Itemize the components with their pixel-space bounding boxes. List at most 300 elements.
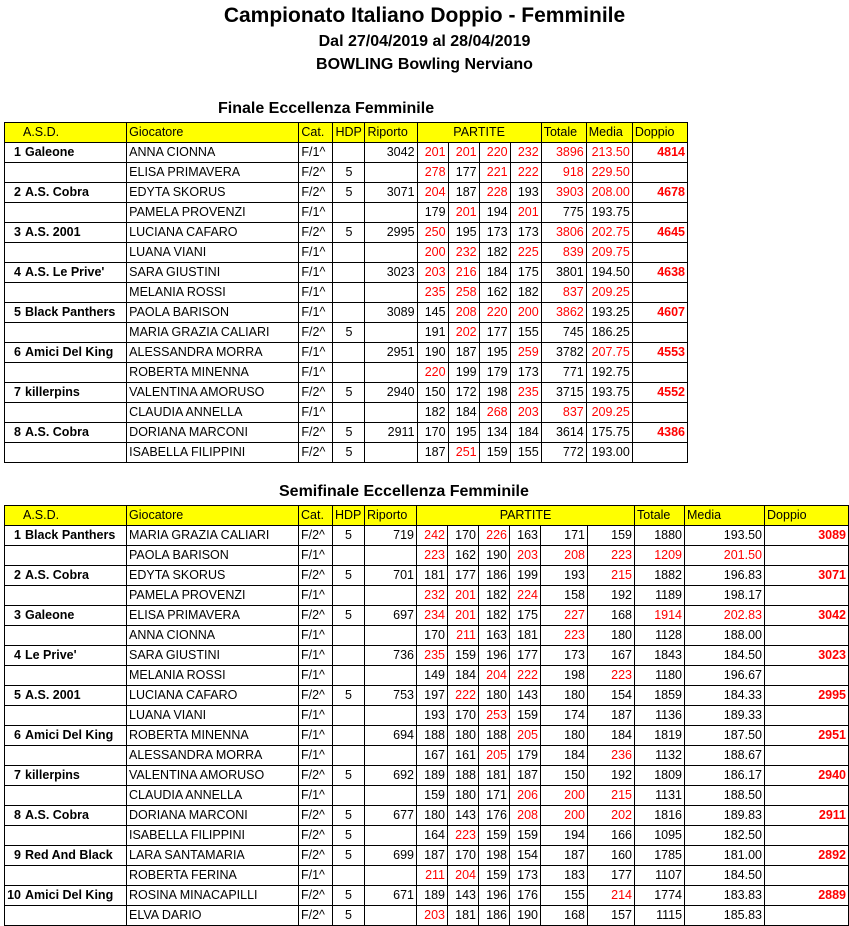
team-cell [5,243,127,263]
player-media: 188.50 [685,786,765,806]
game-score: 203 [510,403,541,423]
player-category: F/1^ [299,666,333,686]
player-category: F/1^ [299,243,333,263]
col-partite: PARTITE [417,123,541,143]
game-score: 196 [479,886,510,906]
player-category: F/2^ [299,606,333,626]
player-media: 175.75 [586,423,632,443]
team-rank: 5 [14,688,21,702]
game-score: 184 [510,423,541,443]
game-score: 149 [417,666,448,686]
event-dates: Dal 27/04/2019 al 28/04/2019 [318,33,531,50]
player-riporto: 2951 [365,343,417,363]
team-rank: 6 [14,345,21,359]
player-media: 193.50 [685,526,765,546]
player-media: 184.33 [685,686,765,706]
team-doppio: 4607 [632,303,687,323]
game-score: 180 [448,786,479,806]
team-cell [5,706,127,726]
team-rank: 8 [14,425,21,439]
game-score: 216 [448,263,479,283]
table-row [5,383,688,403]
player-riporto: 677 [365,806,417,826]
player-category: F/1^ [299,646,333,666]
team-name: Amici Del King [25,728,114,742]
team-rank: 3 [14,225,21,239]
game-score: 184 [479,263,510,283]
player-riporto [365,746,417,766]
player-category: F/2^ [299,766,333,786]
player-media: 189.33 [685,706,765,726]
player-media: 192.75 [586,363,632,383]
player-totale: 1785 [635,846,685,866]
player-riporto: 671 [365,886,417,906]
player-name: EDYTA SKORUS [127,183,299,203]
game-score: 200 [510,303,541,323]
game-score: 164 [417,826,448,846]
game-score: 167 [417,746,448,766]
game-score: 200 [417,243,448,263]
team-cell [5,526,127,546]
player-totale: 1095 [635,826,685,846]
game-score: 159 [448,646,479,666]
player-totale: 3903 [541,183,586,203]
col-player: Giocatore [127,123,299,143]
player-category: F/2^ [299,566,333,586]
team-cell [5,766,127,786]
col-doppio: Doppio [765,506,849,526]
game-score: 223 [417,546,448,566]
table-row [5,403,688,423]
game-score: 190 [510,906,541,926]
game-score: 143 [448,806,479,826]
game-score: 184 [541,746,588,766]
game-score: 159 [479,443,510,463]
player-name: LUCIANA CAFARO [127,223,299,243]
game-score: 201 [448,606,479,626]
col-totale: Totale [635,506,685,526]
game-score: 195 [479,343,510,363]
player-riporto: 3042 [365,143,417,163]
game-score: 203 [417,906,448,926]
game-score: 235 [417,646,448,666]
team-name: A.S. 2001 [25,688,81,702]
player-hdp [333,786,365,806]
game-score: 203 [510,546,541,566]
player-name: ALESSANDRA MORRA [127,746,299,766]
team-cell [5,826,127,846]
player-media: 188.00 [685,626,765,646]
player-category: F/1^ [299,343,333,363]
team-doppio [765,706,849,726]
game-score: 150 [541,766,588,786]
player-riporto: 3071 [365,183,417,203]
game-score: 235 [417,283,448,303]
team-rank: 2 [14,568,21,582]
game-score: 204 [417,183,448,203]
player-riporto: 2911 [365,423,417,443]
team-doppio: 4814 [632,143,687,163]
team-doppio [632,363,687,383]
team-cell [5,263,127,283]
game-score: 154 [588,686,635,706]
player-riporto [365,283,417,303]
game-score: 163 [479,626,510,646]
game-score: 222 [510,163,541,183]
player-category: F/1^ [299,203,333,223]
team-cell [5,303,127,323]
player-category: F/2^ [299,806,333,826]
team-doppio: 3089 [765,526,849,546]
game-score: 198 [541,666,588,686]
game-score: 259 [510,343,541,363]
table-row [5,826,849,846]
game-score: 190 [479,546,510,566]
game-score: 258 [448,283,479,303]
game-score: 168 [541,906,588,926]
table-row [5,646,849,666]
game-score: 224 [510,586,541,606]
game-score: 227 [541,606,588,626]
player-name: PAOLA BARISON [127,303,299,323]
table-row [5,423,688,443]
game-score: 184 [588,726,635,746]
game-score: 223 [448,826,479,846]
team-rank: 9 [14,848,21,862]
game-score: 201 [510,203,541,223]
game-score: 187 [448,343,479,363]
player-category: F/2^ [299,423,333,443]
player-category: F/2^ [299,183,333,203]
player-category: F/1^ [299,143,333,163]
table-row [5,666,849,686]
player-riporto: 2995 [365,223,417,243]
player-category: F/1^ [299,403,333,423]
player-hdp: 5 [333,383,365,403]
game-score: 189 [417,766,448,786]
game-score: 195 [448,423,479,443]
player-hdp [333,646,365,666]
table-row [5,143,688,163]
table-row [5,726,849,746]
team-rank: 6 [14,728,21,742]
player-totale: 772 [541,443,586,463]
team-doppio: 2889 [765,886,849,906]
player-totale: 3614 [541,423,586,443]
player-media: 188.67 [685,746,765,766]
team-name: A.S. Le Prive' [25,265,105,279]
player-media: 183.83 [685,886,765,906]
game-score: 194 [541,826,588,846]
player-media: 213.50 [586,143,632,163]
player-riporto: 2940 [365,383,417,403]
player-totale: 3806 [541,223,586,243]
team-cell [5,806,127,826]
player-hdp [333,303,365,323]
game-score: 201 [448,586,479,606]
player-hdp [333,626,365,646]
player-name: LARA SANTAMARIA [127,846,299,866]
player-name: ELISA PRIMAVERA [127,163,299,183]
team-cell [5,163,127,183]
player-riporto: 719 [365,526,417,546]
game-score: 201 [417,143,448,163]
game-score: 200 [541,806,588,826]
game-score: 211 [417,866,448,886]
game-score: 214 [588,886,635,906]
game-score: 203 [417,263,448,283]
player-riporto: 697 [365,606,417,626]
team-cell [5,866,127,886]
player-category: F/1^ [299,363,333,383]
player-totale: 745 [541,323,586,343]
player-name: DORIANA MARCONI [127,806,299,826]
game-score: 181 [417,566,448,586]
game-score: 232 [510,143,541,163]
team-name: A.S. Cobra [25,425,89,439]
game-score: 170 [448,526,479,546]
player-hdp [333,586,365,606]
game-score: 150 [417,383,448,403]
player-riporto: 3023 [365,263,417,283]
game-score: 170 [417,626,448,646]
team-doppio: 4645 [632,223,687,243]
player-category: F/1^ [299,263,333,283]
game-score: 198 [479,383,510,403]
player-hdp: 5 [333,906,365,926]
player-media: 194.50 [586,263,632,283]
team-cell [5,626,127,646]
semifinale-title: Semifinale Eccellenza Femminile [279,483,529,500]
player-totale: 1189 [635,586,685,606]
player-name: VALENTINA AMORUSO [127,766,299,786]
game-score: 215 [588,786,635,806]
player-riporto [365,203,417,223]
player-riporto [365,826,417,846]
game-score: 171 [479,786,510,806]
player-name: PAOLA BARISON [127,546,299,566]
team-rank: 7 [14,385,21,399]
team-name: killerpins [25,385,80,399]
table-row [5,243,688,263]
page-title: Campionato Italiano Doppio - Femminile [223,4,626,27]
team-name: Red And Black [25,848,113,862]
player-totale: 1882 [635,566,685,586]
player-name: ROSINA MINACAPILLI [127,886,299,906]
player-media: 193.75 [586,383,632,403]
player-media: 181.00 [685,846,765,866]
game-score: 222 [510,666,541,686]
col-hdp: HDP [333,123,365,143]
game-score: 162 [479,283,510,303]
player-hdp: 5 [333,886,365,906]
team-cell [5,363,127,383]
team-doppio [765,866,849,886]
game-score: 171 [541,526,588,546]
player-hdp: 5 [333,826,365,846]
player-name: ISABELLA FILIPPINI [127,443,299,463]
game-score: 159 [588,526,635,546]
game-score: 179 [510,746,541,766]
team-rank: 7 [14,768,21,782]
game-score: 201 [448,143,479,163]
table-row [5,886,849,906]
game-score: 155 [510,323,541,343]
table-row [5,443,688,463]
team-rank: 1 [14,528,21,542]
game-score: 201 [448,203,479,223]
game-score: 134 [479,423,510,443]
player-totale: 1128 [635,626,685,646]
game-score: 154 [510,846,541,866]
game-score: 177 [448,566,479,586]
player-totale: 771 [541,363,586,383]
player-media: 184.50 [685,646,765,666]
player-totale: 839 [541,243,586,263]
semifinale-header-row [5,506,849,526]
game-score: 199 [448,363,479,383]
table-row [5,203,688,223]
team-cell [5,403,127,423]
player-totale: 1880 [635,526,685,546]
player-category: F/2^ [299,163,333,183]
player-riporto: 692 [365,766,417,786]
team-rank: 3 [14,608,21,622]
team-cell [5,143,127,163]
player-media: 209.75 [586,243,632,263]
player-riporto: 736 [365,646,417,666]
player-riporto [365,866,417,886]
game-score: 236 [588,746,635,766]
player-hdp: 5 [333,606,365,626]
game-score: 191 [417,323,448,343]
team-doppio: 2951 [765,726,849,746]
team-doppio: 4552 [632,383,687,403]
game-score: 187 [541,846,588,866]
player-hdp: 5 [333,323,365,343]
player-riporto [365,443,417,463]
table-row [5,706,849,726]
game-score: 170 [448,706,479,726]
game-score: 204 [448,866,479,886]
game-score: 182 [417,403,448,423]
player-hdp [333,866,365,886]
team-doppio [632,323,687,343]
game-score: 167 [588,646,635,666]
team-name: A.S. Cobra [25,568,89,582]
player-category: F/2^ [299,886,333,906]
table-row [5,686,849,706]
player-totale: 1136 [635,706,685,726]
game-score: 205 [510,726,541,746]
table-row [5,363,688,383]
game-score: 177 [448,163,479,183]
team-doppio [765,546,849,566]
team-cell [5,586,127,606]
game-score: 182 [479,606,510,626]
game-score: 163 [510,526,541,546]
player-hdp: 5 [333,223,365,243]
team-rank: 4 [14,265,21,279]
game-score: 208 [541,546,588,566]
player-totale: 1180 [635,666,685,686]
game-score: 187 [588,706,635,726]
team-cell [5,223,127,243]
col-cat: Cat. [299,506,333,526]
game-score: 159 [479,866,510,886]
team-cell [5,786,127,806]
game-score: 211 [448,626,479,646]
player-hdp [333,666,365,686]
team-doppio: 4553 [632,343,687,363]
team-doppio: 4386 [632,423,687,443]
player-hdp: 5 [333,806,365,826]
game-score: 220 [479,303,510,323]
game-score: 189 [417,886,448,906]
player-name: LUANA VIANI [127,243,299,263]
team-doppio [765,906,849,926]
player-riporto [365,163,417,183]
game-score: 220 [479,143,510,163]
team-cell [5,283,127,303]
game-score: 220 [417,363,448,383]
game-score: 208 [510,806,541,826]
game-score: 180 [588,626,635,646]
game-score: 196 [479,646,510,666]
team-doppio [765,666,849,686]
player-hdp [333,746,365,766]
team-name: Galeone [25,145,75,159]
game-score: 179 [417,203,448,223]
game-score: 195 [448,223,479,243]
player-hdp [333,203,365,223]
game-score: 187 [417,443,448,463]
player-totale: 1131 [635,786,685,806]
player-riporto [365,323,417,343]
col-asd: A.S.D. [5,506,127,526]
player-totale: 1132 [635,746,685,766]
team-name: killerpins [25,768,80,782]
game-score: 173 [510,866,541,886]
game-score: 180 [479,686,510,706]
game-score: 159 [510,826,541,846]
team-doppio [632,243,687,263]
table-row [5,323,688,343]
game-score: 208 [448,303,479,323]
team-doppio: 2995 [765,686,849,706]
player-riporto [365,786,417,806]
event-venue: BOWLING Bowling Nerviano [316,56,533,73]
player-hdp [333,243,365,263]
player-name: VALENTINA AMORUSO [127,383,299,403]
game-score: 166 [588,826,635,846]
team-rank: 4 [14,648,21,662]
game-score: 197 [417,686,448,706]
player-category: F/1^ [299,786,333,806]
game-score: 198 [479,846,510,866]
player-media: 193.25 [586,303,632,323]
player-riporto: 3089 [365,303,417,323]
game-score: 192 [588,766,635,786]
game-score: 250 [417,223,448,243]
player-name: SARA GIUSTINI [127,646,299,666]
finale-title: Finale Eccellenza Femminile [218,100,435,117]
game-score: 202 [448,323,479,343]
player-name: MELANIA ROSSI [127,283,299,303]
game-score: 226 [479,526,510,546]
player-name: ALESSANDRA MORRA [127,343,299,363]
player-name: ROBERTA MINENNA [127,726,299,746]
